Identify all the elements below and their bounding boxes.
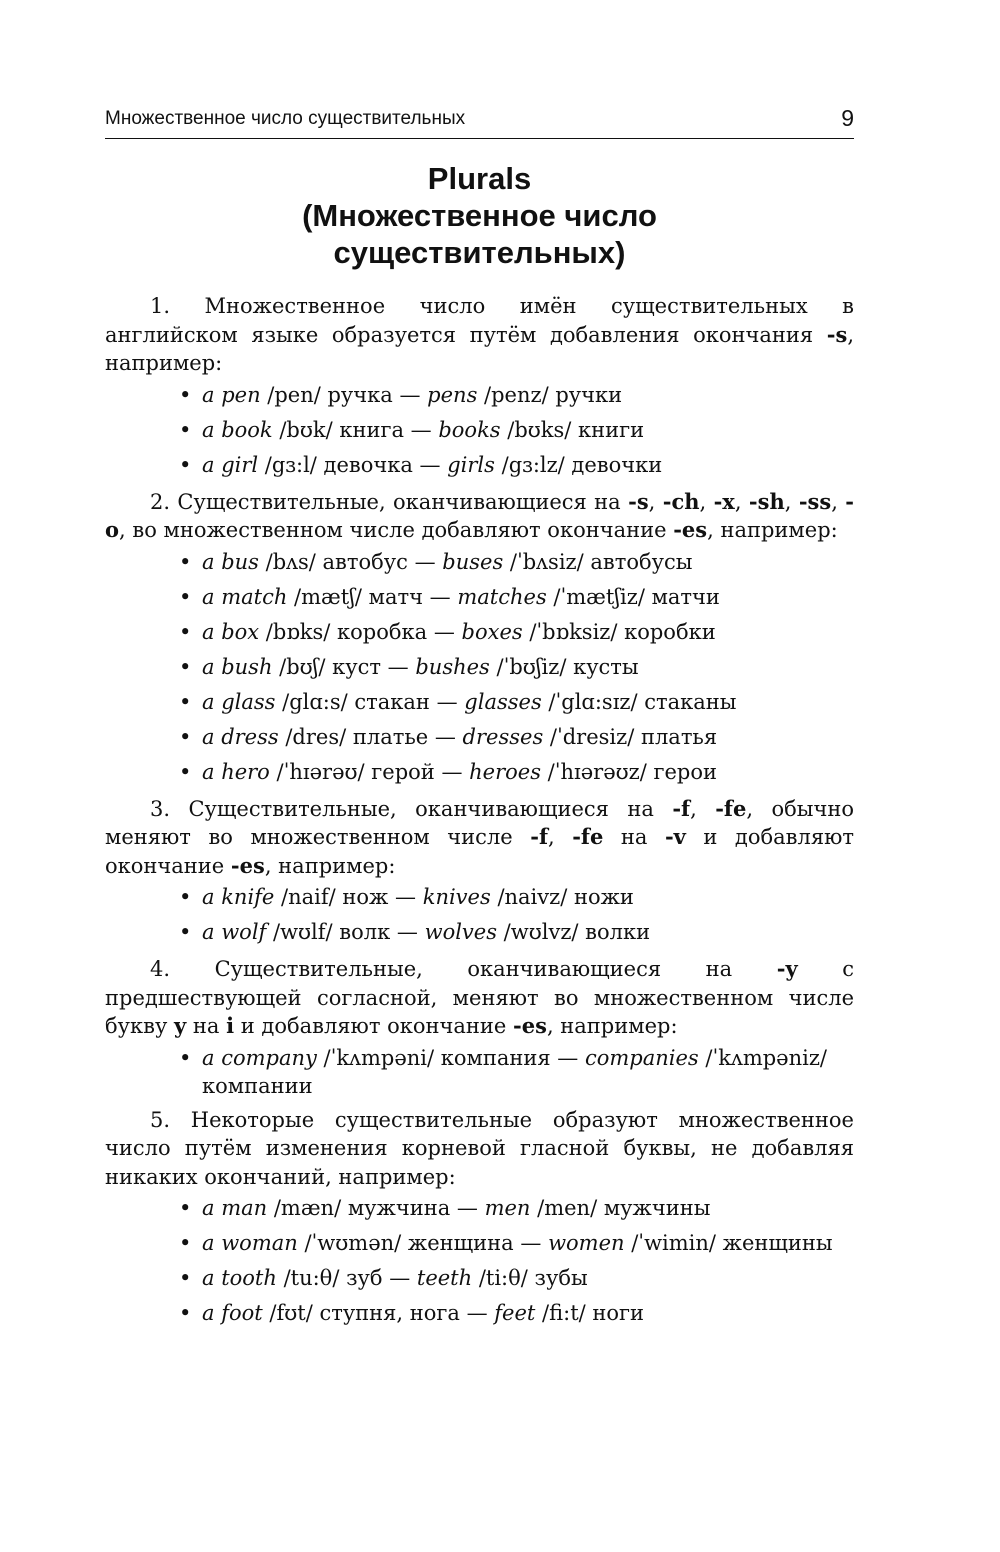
text-run: /glɑ:s/ стакан —: [275, 689, 465, 714]
bullet-icon: •: [179, 1231, 192, 1255]
bullet-icon: •: [179, 1045, 192, 1070]
bullet-icon: •: [179, 724, 192, 749]
text-run: /mæn/ мужчина —: [267, 1196, 485, 1220]
bullet-icon: •: [179, 920, 192, 944]
text-run: ,: [831, 489, 846, 514]
italic-term: a dress: [202, 724, 279, 749]
italic-term: heroes: [469, 759, 541, 784]
bullet-icon: •: [179, 549, 192, 574]
italic-term: a foot: [202, 1300, 263, 1325]
bullet-icon: •: [179, 452, 192, 477]
text-run: /fʊt/ ступня, нога —: [262, 1300, 495, 1325]
italic-term: glasses: [464, 689, 542, 714]
page-number: 9: [841, 105, 854, 131]
bold-suffix: -es: [673, 517, 708, 542]
example-item: [105, 650, 854, 685]
italic-term: dresses: [462, 724, 544, 749]
example-item: [105, 880, 854, 915]
title-line: Plurals: [427, 161, 532, 196]
example-list: [105, 378, 854, 483]
italic-term: bushes: [415, 654, 490, 679]
bold-suffix: -y: [776, 956, 798, 981]
bold-suffix: i: [226, 1013, 235, 1038]
body-text: [105, 292, 854, 1331]
example-item: [105, 720, 854, 755]
bold-suffix: -s: [628, 488, 649, 514]
example-item: [105, 615, 854, 650]
bullet-icon: •: [179, 382, 192, 407]
bullet-icon: •: [179, 584, 192, 609]
example-list: [105, 545, 854, 790]
italic-term: matches: [457, 584, 547, 609]
text-run: /ˈwimin/ женщины: [624, 1231, 833, 1255]
example-item: [105, 580, 854, 615]
text-run: /ˈwʊmən/ женщина —: [297, 1231, 549, 1255]
text-run: на: [186, 1014, 227, 1038]
bullet-icon: •: [179, 759, 192, 784]
text-run: /tu:θ/ зуб —: [276, 1265, 417, 1290]
text-run: на: [603, 825, 665, 849]
bold-suffix: -f: [530, 824, 548, 849]
text-run: /wʊlvz/ волки: [497, 920, 651, 944]
text-run: /ˈbʌsiz/ автобусы: [503, 549, 693, 574]
bold-suffix: -x: [713, 488, 735, 514]
italic-term: girls: [447, 452, 495, 477]
bold-suffix: -v: [664, 824, 686, 849]
text-run: , обычно меняют во множественном числе: [105, 796, 854, 849]
title-line: существительных): [333, 235, 626, 270]
text-run: 4. Существительные, оканчивающиеся на: [150, 957, 777, 981]
text-run: ,: [784, 489, 799, 514]
rule-paragraph: [105, 1106, 854, 1192]
text-run: /mætʃ/ матч —: [287, 584, 458, 609]
bullet-icon: •: [179, 1300, 192, 1325]
example-item: [105, 545, 854, 580]
italic-term: a match: [202, 584, 288, 609]
text-run: /fi:t/ ноги: [535, 1300, 645, 1325]
text-run: /naif/ нож —: [274, 885, 423, 909]
italic-term: a glass: [202, 689, 276, 714]
italic-term: buses: [442, 549, 504, 574]
rule-paragraph: [105, 955, 854, 1041]
text-run: /ˈhɪərəʊz/ герои: [540, 759, 717, 784]
text-run: /ˈkʌmpəniz/ компании: [202, 1045, 827, 1098]
example-item: [105, 1044, 854, 1101]
example-item: [105, 755, 854, 790]
text-run: и добавляют окончание: [234, 1014, 514, 1038]
bullet-icon: •: [179, 689, 192, 714]
example-item: [105, 413, 854, 448]
text-run: /bʌs/ автобус —: [258, 549, 443, 574]
text-run: /ˈbʊʃiz/ кусты: [489, 654, 639, 679]
italic-term: teeth: [416, 1265, 473, 1290]
italic-term: a knife: [202, 885, 275, 909]
example-item: [105, 1191, 854, 1226]
italic-term: a hero: [202, 759, 270, 784]
text-run: /bʊʃ/ куст —: [272, 654, 416, 679]
example-item: [105, 448, 854, 483]
text-run: /naivz/ ножи: [490, 885, 634, 909]
text-run: /wʊlf/ волк —: [266, 920, 425, 944]
italic-term: men: [484, 1196, 531, 1220]
bold-suffix: -ss: [798, 488, 832, 514]
text-run: 2. Существительные, оканчивающиеся на: [150, 489, 629, 514]
italic-term: a box: [202, 619, 260, 644]
italic-term: knives: [422, 885, 491, 909]
text-run: , например:: [264, 853, 396, 878]
text-run: /gɜ:l/ девочка —: [258, 452, 448, 477]
text-run: 5. Некоторые существительные образуют множественное число путём изменения корневой гласной буквы, не добавляя никаких окончаний, например:: [105, 1107, 854, 1189]
text-run: /gɜ:lz/ девочки: [494, 452, 663, 477]
bold-suffix: -es: [513, 1013, 547, 1038]
text-run: 3. Существительные, оканчивающиеся на: [150, 796, 673, 821]
example-item: [105, 1229, 854, 1258]
text-run: /ˈdresiz/ платья: [543, 724, 718, 749]
example-item: [105, 1261, 854, 1296]
text-run: /bʊk/ книга —: [272, 417, 439, 442]
text-run: /pen/ ручка —: [260, 382, 428, 407]
text-run: /ˈhɪərəʊ/ герой —: [269, 759, 470, 784]
bold-suffix: -ch: [662, 488, 700, 514]
italic-term: a woman: [202, 1231, 298, 1255]
bold-suffix: -fe: [715, 795, 747, 821]
italic-term: feet: [494, 1300, 536, 1325]
italic-term: books: [438, 417, 501, 442]
italic-term: a girl: [202, 452, 259, 477]
bold-suffix: -fe: [572, 824, 604, 849]
bullet-icon: •: [179, 619, 192, 644]
italic-term: boxes: [461, 619, 523, 644]
bold-suffix: y: [173, 1013, 187, 1038]
rule-paragraph: [105, 292, 854, 378]
text-run: , например:: [707, 518, 838, 542]
italic-term: companies: [584, 1045, 699, 1070]
italic-term: a wolf: [202, 920, 267, 944]
bullet-icon: •: [179, 1265, 192, 1290]
page-title: [105, 160, 854, 271]
text-run: /ˈkʌmpəni/ компания —: [316, 1045, 585, 1070]
text-run: ,: [548, 825, 573, 849]
text-run: /penz/ ручки: [477, 382, 623, 407]
example-list: [105, 1191, 854, 1331]
title-line: (Множественное число: [302, 198, 657, 233]
bullet-icon: •: [179, 885, 192, 909]
example-list: [105, 1044, 854, 1101]
text-run: ,: [699, 489, 714, 514]
text-run: /ˈglɑ:sɪz/ стаканы: [541, 689, 737, 714]
example-item: [105, 915, 854, 950]
italic-term: a book: [202, 417, 273, 442]
text-run: ,: [734, 489, 749, 514]
text-run: /men/ мужчины: [530, 1196, 711, 1220]
text-run: /bɒks/ коробка —: [259, 619, 462, 644]
text-run: /bʊks/ книги: [500, 417, 645, 442]
rule-paragraph: [105, 795, 854, 881]
italic-term: wolves: [424, 920, 497, 944]
running-head: [105, 105, 854, 139]
text-run: /dres/ платье —: [278, 724, 463, 749]
text-run: /ti:θ/ зубы: [472, 1265, 588, 1290]
text-run: 1. Множественное число имён существительных в английском языке образуется путём добавления окончания: [105, 294, 854, 347]
bold-suffix: -sh: [748, 488, 785, 514]
bullet-icon: •: [179, 654, 192, 679]
bullet-icon: •: [179, 1196, 192, 1220]
text-run: ,: [690, 796, 716, 821]
italic-term: pens: [427, 382, 478, 407]
example-item: [105, 685, 854, 720]
italic-term: a tooth: [202, 1265, 277, 1290]
italic-term: a man: [202, 1196, 268, 1220]
text-run: , во множественном числе добавляют окончание: [119, 518, 674, 542]
text-run: с предшествующей согласной, меняют во множественном числе букву: [105, 957, 854, 1038]
example-item: [105, 1296, 854, 1331]
text-run: ,: [648, 489, 663, 514]
bold-suffix: -es: [230, 852, 265, 878]
example-list: [105, 880, 854, 950]
italic-term: a pen: [202, 382, 261, 407]
text-run: , например:: [546, 1014, 678, 1038]
italic-term: a bus: [202, 549, 259, 574]
text-run: /ˈmætʃiz/ матчи: [546, 584, 720, 609]
rule-paragraph: [105, 488, 854, 545]
italic-term: a company: [202, 1045, 317, 1070]
text-run: /ˈbɒksiz/ коробки: [522, 619, 716, 644]
text-run: и добавляют окончание: [105, 825, 854, 878]
italic-term: women: [548, 1231, 625, 1255]
text-run: , например:: [105, 322, 854, 375]
bold-suffix: -s: [826, 321, 848, 347]
italic-term: a bush: [202, 654, 273, 679]
bullet-icon: •: [179, 417, 192, 442]
running-head-title: Множественное число существительных: [105, 108, 466, 129]
bold-suffix: -o: [105, 488, 854, 542]
bold-suffix: -f: [672, 795, 691, 821]
example-item: [105, 378, 854, 413]
